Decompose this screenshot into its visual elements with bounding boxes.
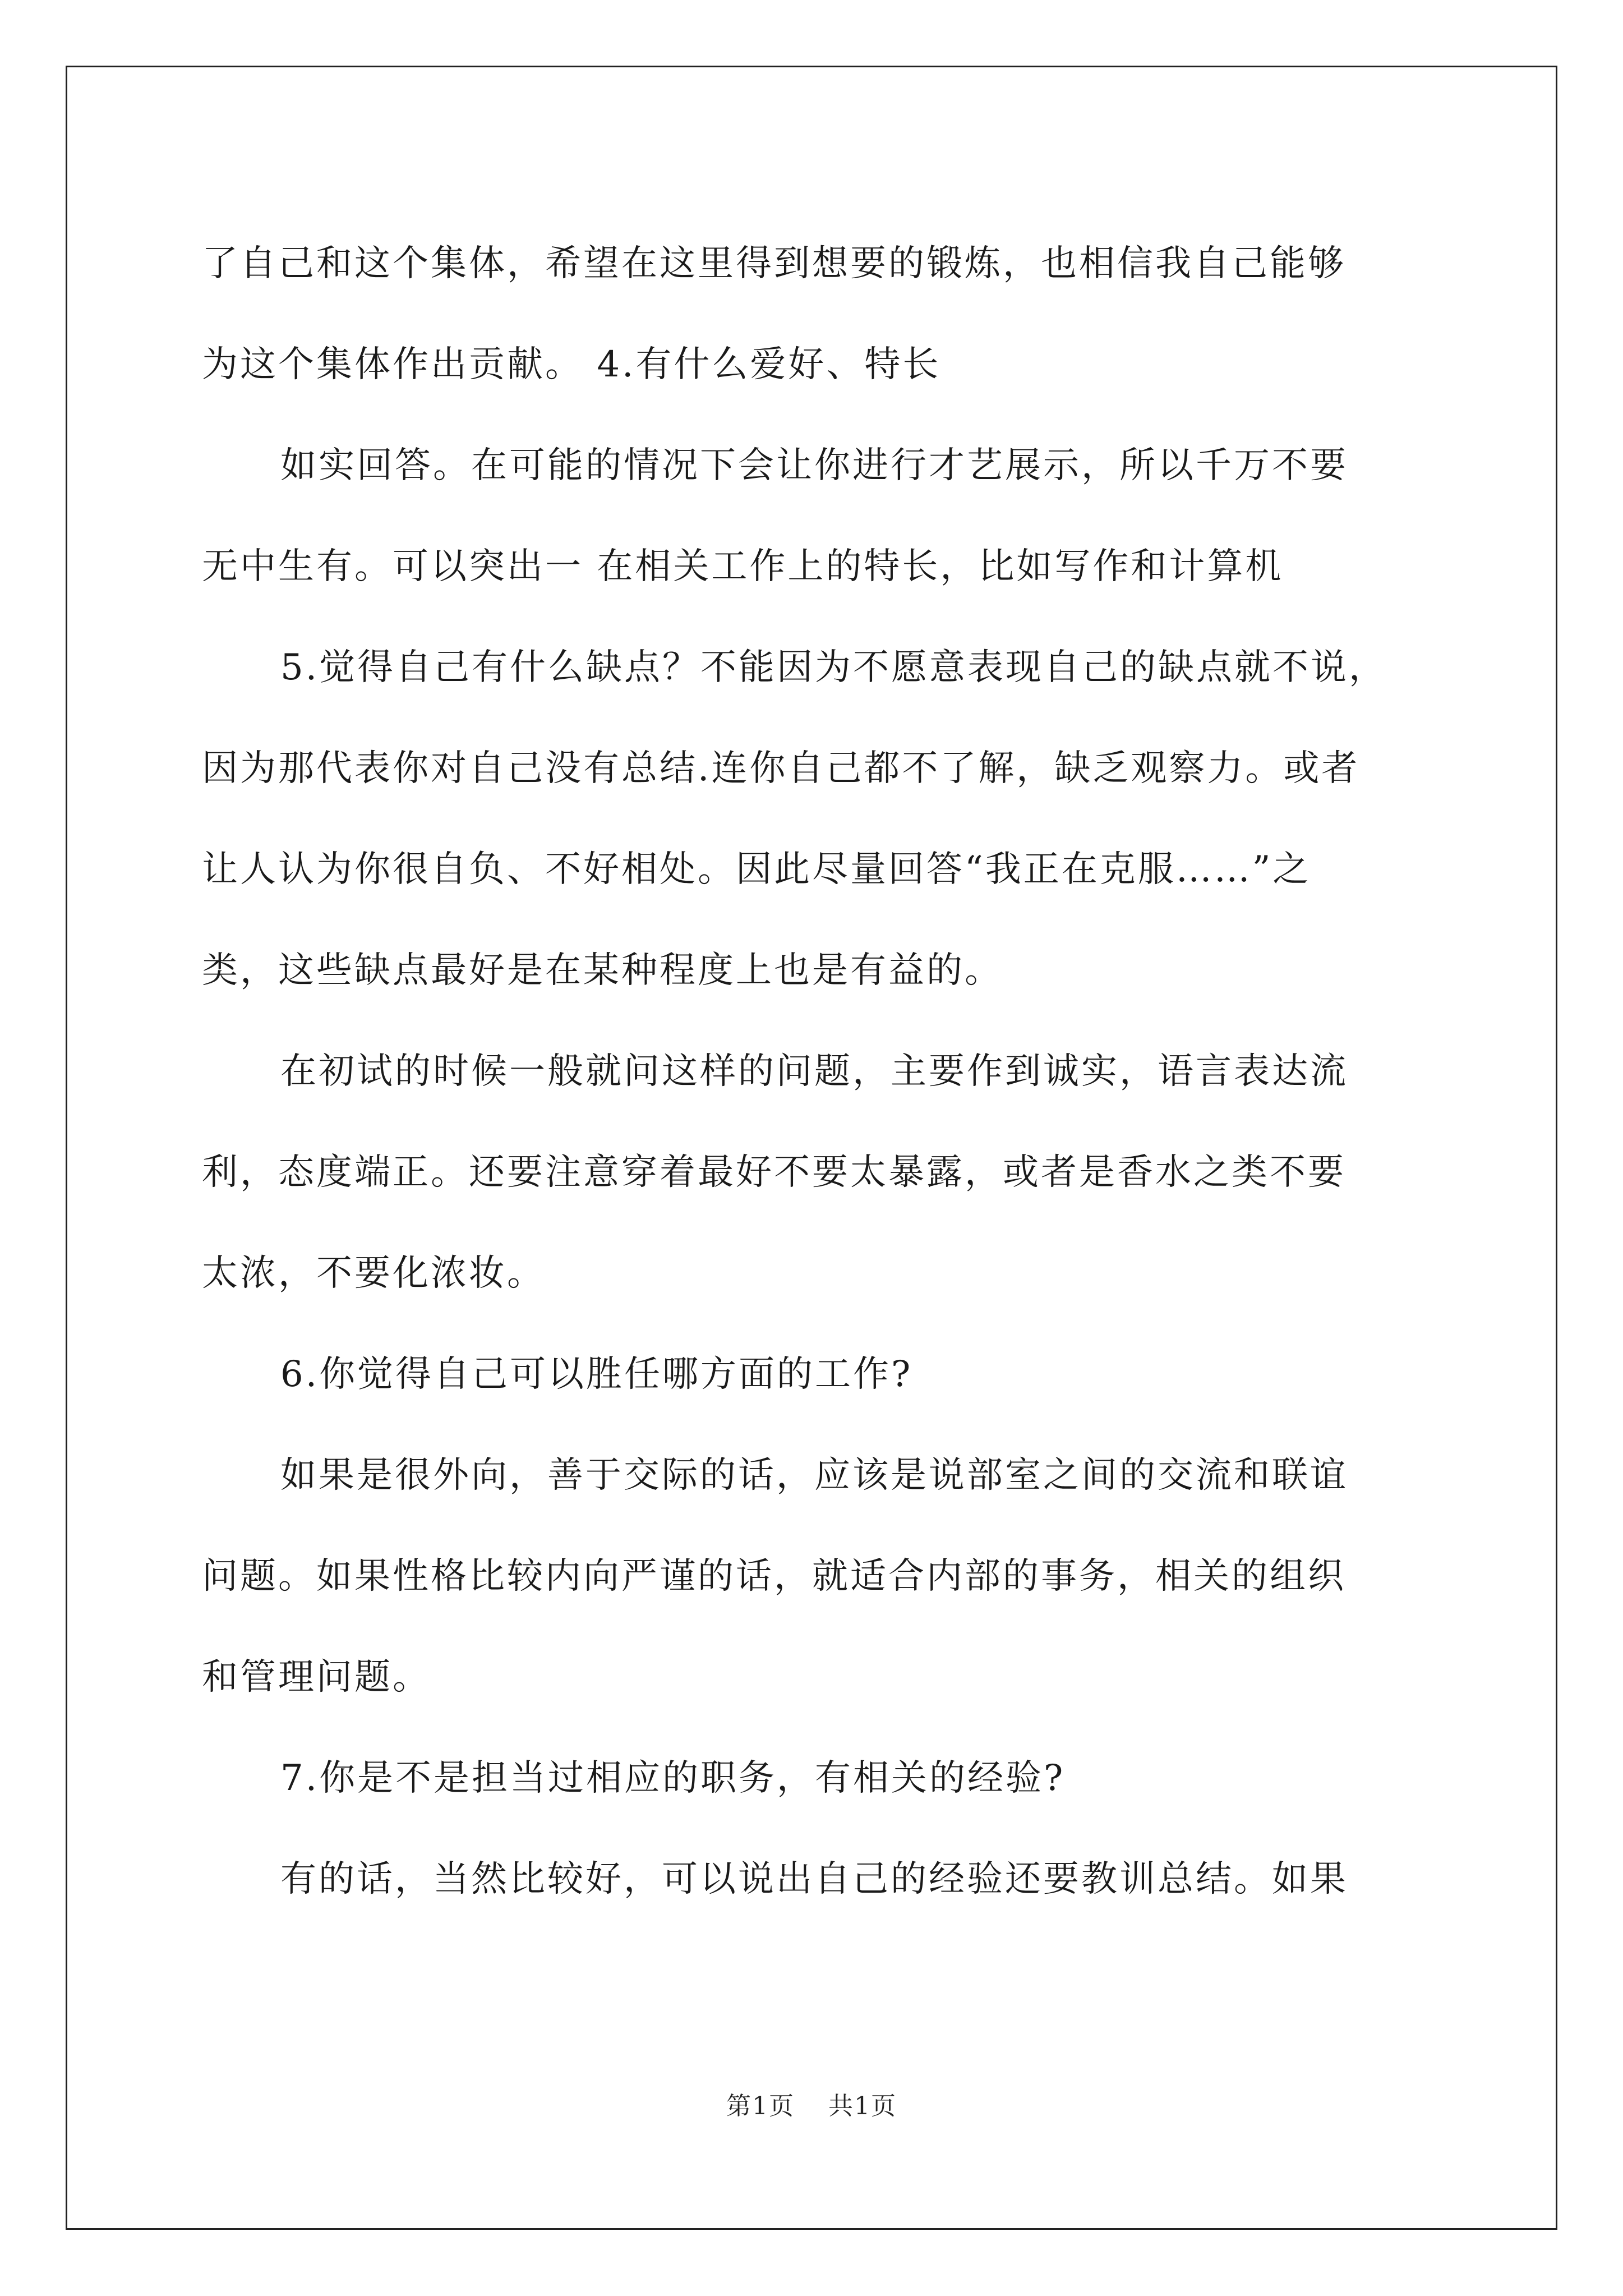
text-line-11: 太浓，不要化浓妆。 xyxy=(202,1253,545,1294)
page-number-current: 第1页 xyxy=(726,2092,795,2120)
text-line-8: 类，这些缺点最好是在某种程度上也是有益的。 xyxy=(202,950,1003,991)
text-line-1: 了自己和这个集体，希望在这里得到想要的锻炼，也相信我自己能够 xyxy=(202,243,1346,284)
text-line-13: 如果是很外向，善于交际的话，应该是说部室之间的交流和联谊 xyxy=(280,1455,1348,1496)
text-line-9: 在初试的时候一般就问这样的问题，主要作到诚实，语言表达流 xyxy=(280,1051,1348,1092)
document-body xyxy=(202,213,1436,1930)
text-line-12: 6.你觉得自己可以胜任哪方面的工作? xyxy=(280,1354,913,1395)
page-number-total: 共1页 xyxy=(828,2092,897,2120)
text-line-14: 问题。如果性格比较内向严谨的话，就适合内部的事务，相关的组织 xyxy=(202,1556,1346,1597)
text-line-15: 和管理问题。 xyxy=(202,1657,431,1698)
text-line-5: 5.觉得自己有什么缺点？不能因为不愿意表现自己的缺点就不说， xyxy=(280,647,1387,688)
text-line-10: 利，态度端正。还要注意穿着最好不要太暴露，或者是香水之类不要 xyxy=(202,1152,1346,1193)
text-line-4: 无中生有。可以突出一 在相关工作上的特长，比如写作和计算机 xyxy=(202,546,1284,587)
text-line-6: 因为那代表你对自己没有总结.连你自己都不了解，缺乏观察力。或者 xyxy=(202,748,1360,789)
text-line-7: 让人认为你很自负、不好相处。因此尽量回答“我正在克服……”之 xyxy=(202,849,1311,890)
text-line-2: 为这个集体作出贡献。 4.有什么爱好、特长 xyxy=(202,344,941,385)
text-line-17: 有的话，当然比较好，可以说出自己的经验还要教训总结。如果 xyxy=(280,1858,1348,1900)
text-line-16: 7.你是不是担当过相应的职务，有相关的经验? xyxy=(280,1757,1066,1799)
text-line-3: 如实回答。在可能的情况下会让你进行才艺展示，所以千万不要 xyxy=(280,445,1348,486)
page-footer xyxy=(0,2090,1623,2123)
